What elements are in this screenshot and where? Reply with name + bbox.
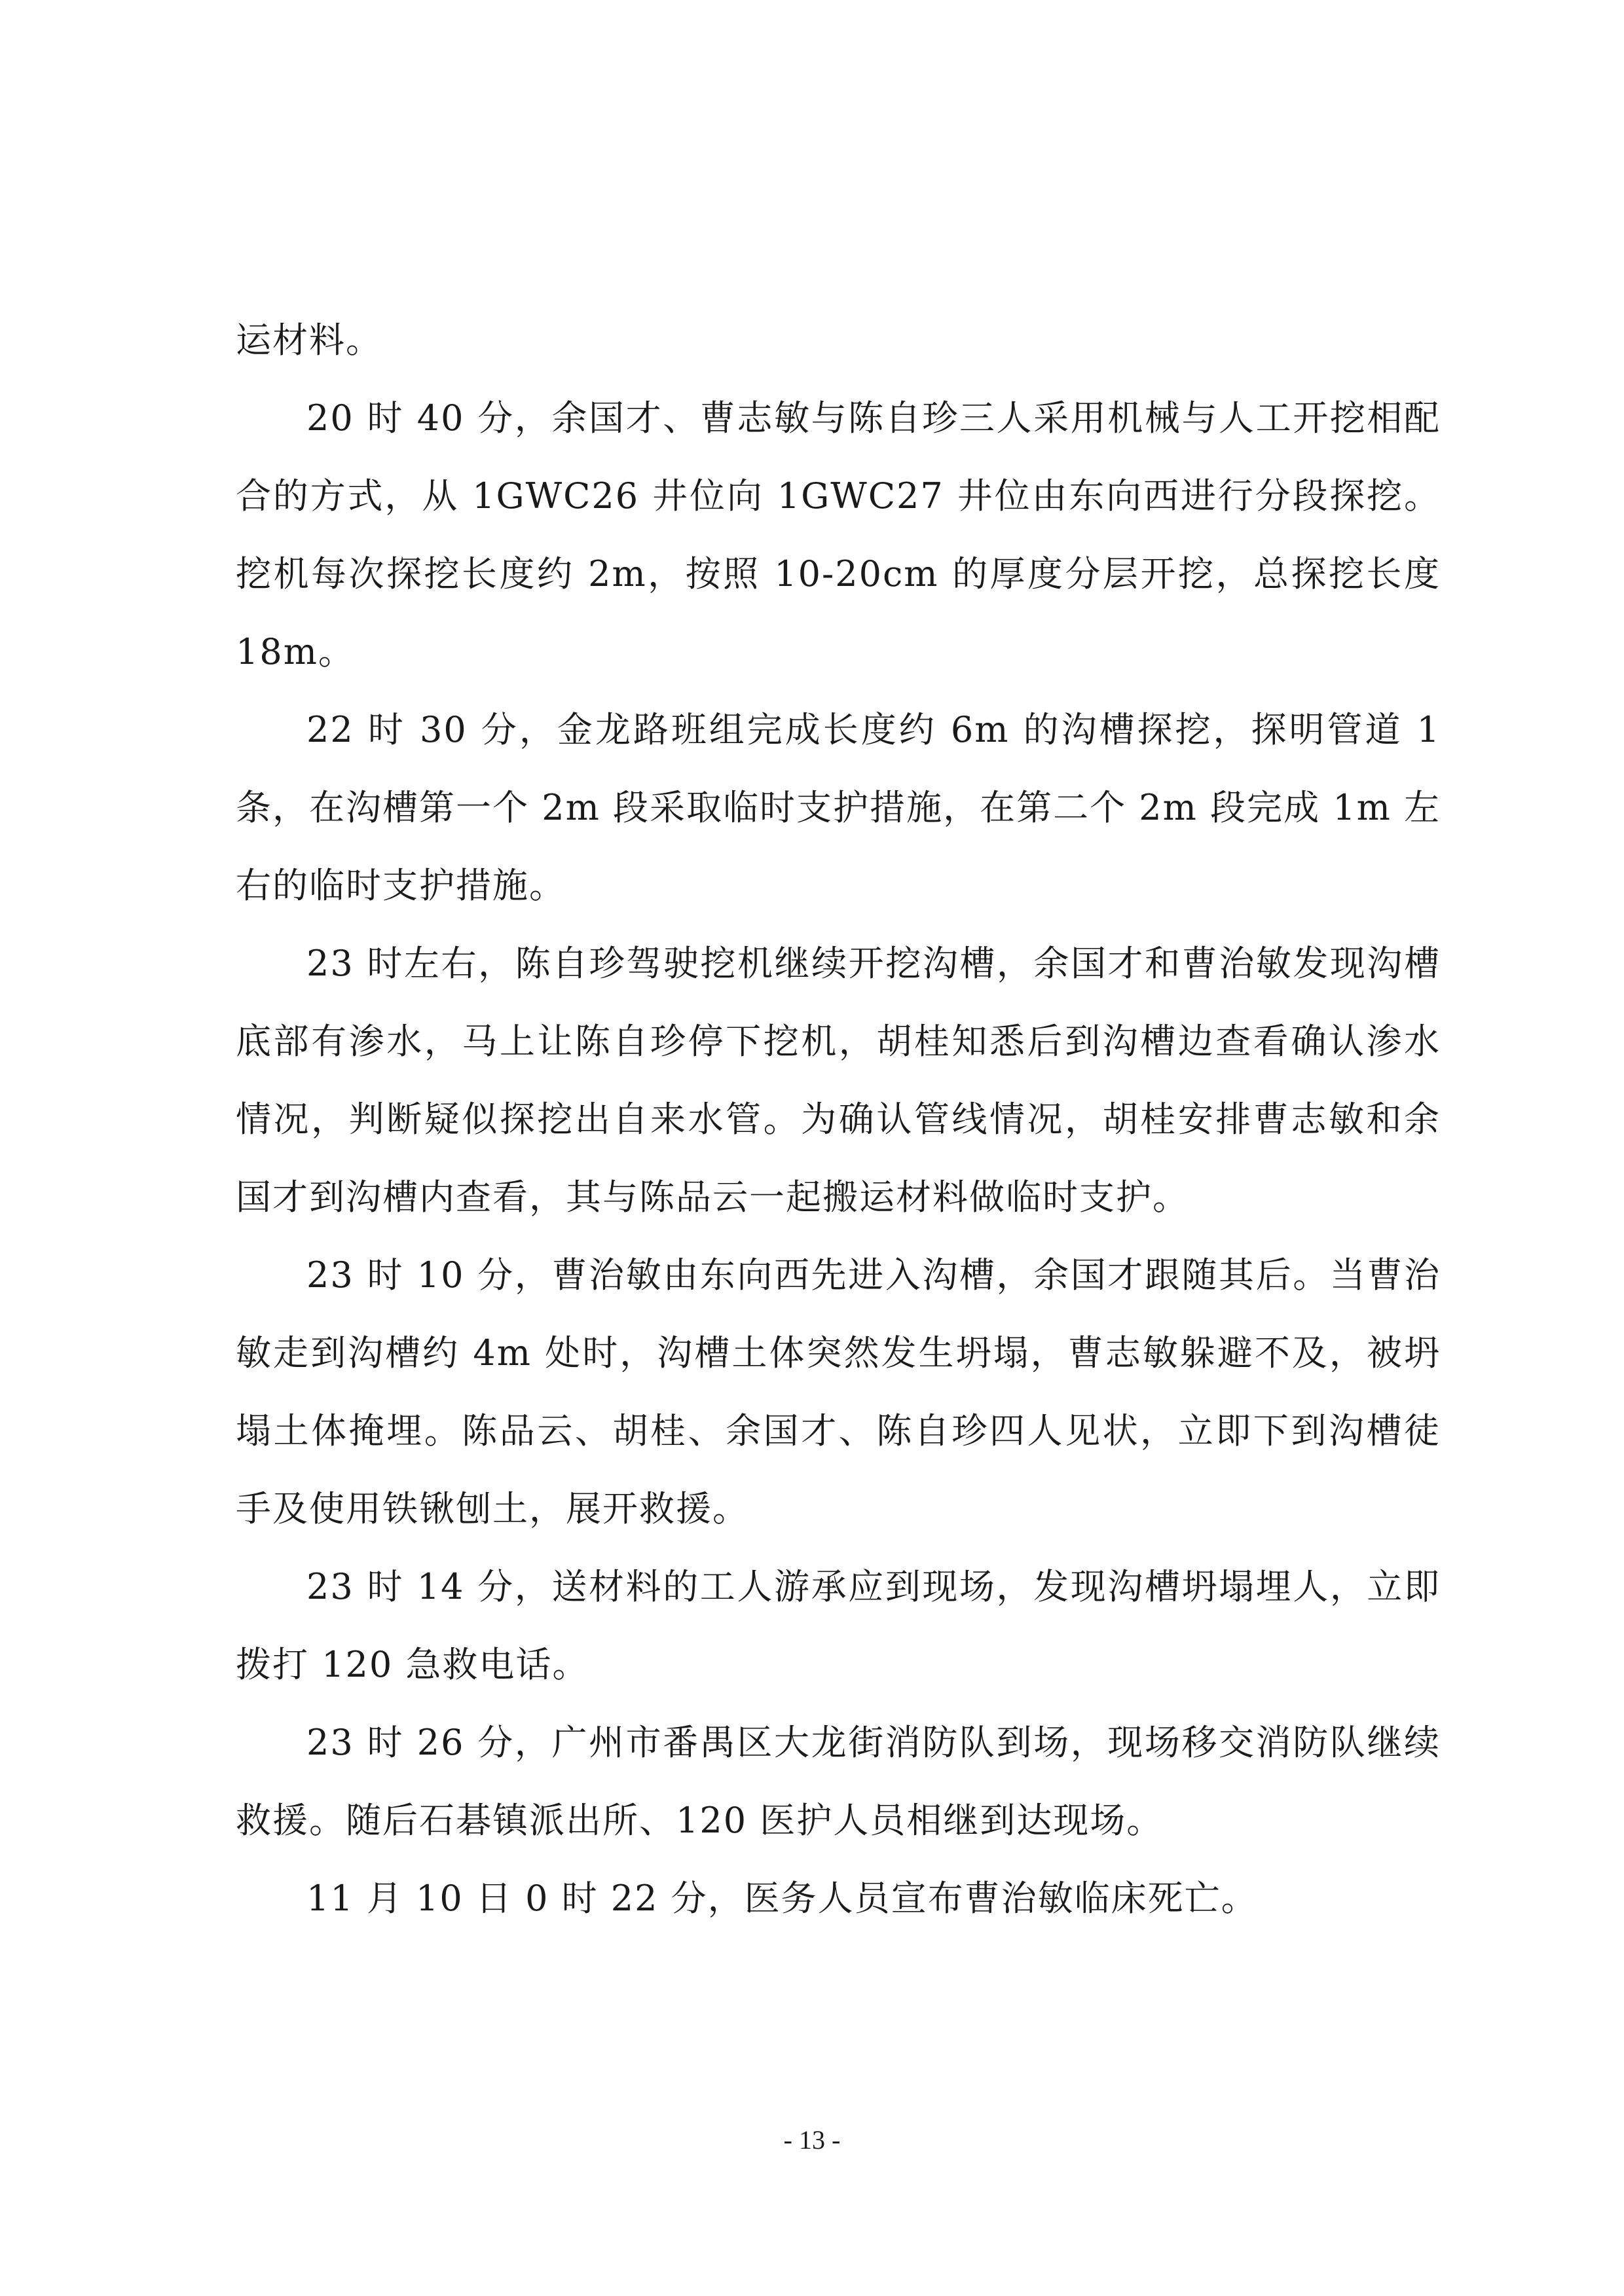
paragraph-2310: 23 时 10 分，曹治敏由东向西先进入沟槽，余国才跟随其后。当曹治敏走到沟槽约 4m 处时，沟槽土体突然发生坍塌，曹志敏躲避不及，被坍塌土体掩埋。陈品云、胡桂、余国才、陈自珍四人见状，立即下到沟槽徒手及使用铁锹刨土，展开救援。	[236, 1254, 1441, 1529]
paragraph-continuation: 运材料。	[236, 319, 382, 361]
paragraph-2326: 23 时 26 分，广州市番禺区大龙街消防队到场，现场移交消防队继续救援。随后石碁镇派出所、120 医护人员相继到达现场。	[236, 1722, 1441, 1841]
page-number: - 13 -	[783, 2125, 841, 2155]
body-text	[236, 301, 1441, 1937]
paragraph-2230: 22 时 30 分，金龙路班组完成长度约 6m 的沟槽探挖，探明管道 1 条，在沟槽第一个 2m 段采取临时支护措施，在第二个 2m 段完成 1m 左右的临时支护措施。	[236, 709, 1441, 906]
paragraph-2314: 23 时 14 分，送材料的工人游承应到现场，发现沟槽坍塌埋人，立即拨打 120 急救电话。	[236, 1566, 1441, 1685]
paragraph-2040: 20 时 40 分，余国才、曹志敏与陈自珍三人采用机械与人工开挖相配合的方式，从 1GWC26 井位向 1GWC27 井位由东向西进行分段探挖。挖机每次探挖长度约 2m，按照 10-20cm 的厚度分层开挖，总探挖长度 18m。	[236, 397, 1441, 672]
paragraph-2300: 23 时左右，陈自珍驾驶挖机继续开挖沟槽，余国才和曹治敏发现沟槽底部有渗水，马上让陈自珍停下挖机，胡桂知悉后到沟槽边查看确认渗水情况，判断疑似探挖出自来水管。为确认管线情况，胡桂安排曹志敏和余国才到沟槽内查看，其与陈品云一起搬运材料做临时支护。	[236, 943, 1441, 1218]
paragraph-0022: 11 月 10 日 0 时 22 分，医务人员宣布曹治敏临床死亡。	[306, 1878, 1258, 1919]
